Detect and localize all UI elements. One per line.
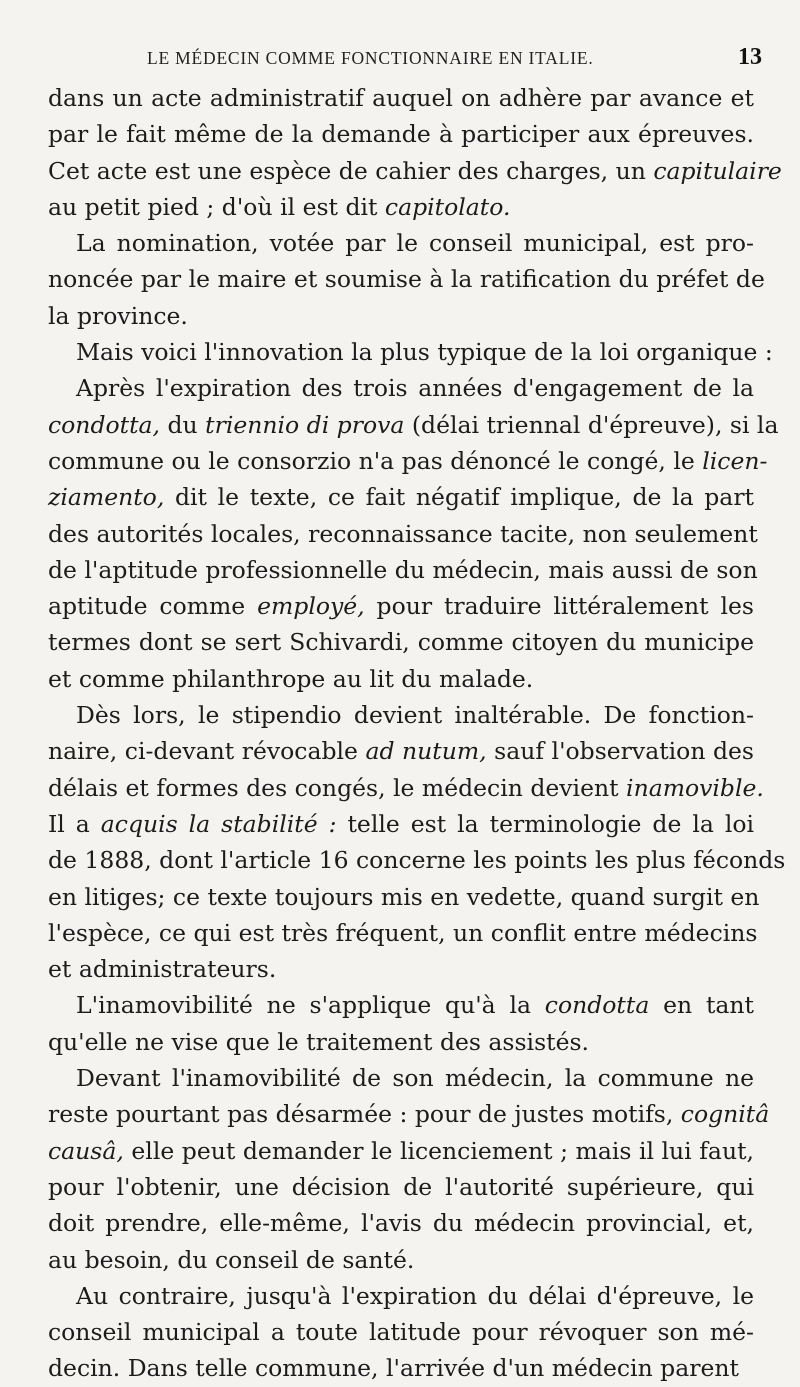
text-run: de 1888, dont l'article 16 concerne les points les plus féconds — [48, 846, 786, 875]
italic-text: ad nutum, — [365, 737, 487, 766]
text-run: et comme philanthrope au lit du malade. — [48, 664, 534, 693]
text-line — [48, 1133, 754, 1169]
italic-text: capitolato. — [384, 192, 511, 221]
text-line — [48, 1350, 754, 1386]
paragraph — [48, 987, 754, 1060]
page-header — [0, 44, 800, 76]
italic-text: inamovible. — [626, 773, 764, 802]
text-line — [48, 1169, 754, 1205]
text-run: qu'elle ne vise que le traitement des assistés. — [48, 1027, 590, 1056]
text-line — [48, 770, 764, 806]
text-run: de l'aptitude professionnelle du médecin, mais aussi de son — [48, 555, 758, 584]
paragraph — [48, 225, 765, 334]
text-line — [48, 842, 786, 878]
paragraph — [48, 1060, 770, 1278]
text-line — [48, 588, 754, 624]
text-line — [48, 987, 754, 1023]
italic-text: employé, — [257, 592, 365, 621]
text-line — [48, 806, 754, 842]
text-run: dans un acte administratif auquel on adhère par avance et — [48, 84, 754, 112]
text-line — [48, 516, 758, 552]
text-run: Dès lors, le stipendio devient inaltérable. De fonction- — [76, 701, 754, 730]
text-run: au besoin, du conseil de santé. — [48, 1245, 415, 1274]
italic-text: triennio di prova — [205, 410, 405, 439]
text-line — [48, 334, 773, 370]
text-run: Au contraire, jusqu'à l'expiration du délai d'épreuve, le — [76, 1281, 754, 1310]
text-run: naire, ci-devant révocable — [48, 737, 366, 766]
text-line — [48, 116, 754, 152]
text-run: commune ou le consorzio n'a pas dénoncé le congé, le — [48, 446, 703, 475]
text-run: aptitude comme — [48, 592, 258, 621]
text-line — [48, 370, 754, 406]
text-run: en tant — [649, 991, 754, 1020]
italic-text: licen- — [702, 446, 768, 475]
text-run: la province. — [48, 301, 188, 330]
text-run: Il a — [48, 809, 101, 838]
text-line — [48, 733, 754, 769]
text-line — [48, 1242, 754, 1278]
text-line — [48, 225, 754, 261]
text-run: pour l'obtenir, une décision de l'autorité supérieure, qui — [48, 1172, 754, 1201]
text-run: délais et formes des congés, le médecin devient — [48, 773, 627, 802]
paragraph — [48, 370, 779, 697]
text-run: (délai triennal d'épreuve), si la — [404, 410, 779, 439]
italic-text: causâ, — [48, 1136, 124, 1165]
italic-text: condotta — [544, 991, 650, 1020]
text-line — [48, 661, 754, 697]
text-run: des autorités locales, reconnaissance tacite, non seulement — [48, 519, 758, 548]
text-run: par le fait même de la demande à participer aux épreuves. — [48, 120, 754, 149]
running-title: LE MÉDECIN COMME FONCTIONNAIRE EN ITALIE. — [147, 48, 594, 68]
paragraph — [48, 334, 773, 370]
text-line — [48, 1205, 754, 1241]
text-line — [48, 879, 760, 915]
text-line — [48, 407, 779, 443]
text-line — [48, 552, 758, 588]
text-run: L'inamovibilité ne s'applique qu'à la — [76, 991, 545, 1020]
text-run: noncée par le maire et soumise à la ratification du préfet de — [48, 265, 765, 294]
text-line — [48, 1060, 754, 1096]
text-line — [48, 1278, 754, 1314]
text-run: pour traduire littéralement les — [364, 592, 754, 621]
text-line — [48, 261, 765, 297]
text-run: doit prendre, elle-même, l'avis du médecin provincial, et, — [48, 1209, 754, 1238]
text-run: l'espèce, ce qui est très fréquent, un conflit entre médecins — [48, 918, 758, 947]
text-run: La nomination, votée par le conseil municipal, est pro- — [76, 229, 754, 258]
text-line — [48, 951, 754, 987]
text-line — [48, 80, 754, 116]
text-line — [48, 189, 754, 225]
text-line — [48, 443, 768, 479]
body-text — [48, 80, 786, 1387]
text-run: et administrateurs. — [48, 955, 277, 984]
text-run: au petit pied ; d'où il est dit — [48, 192, 385, 221]
text-run: Mais voici l'innovation la plus typique de la loi organique : — [76, 338, 773, 367]
text-line — [48, 298, 754, 334]
text-run: elle peut demander le licenciement ; mais il lui faut, — [123, 1136, 754, 1165]
text-run: Après l'expiration des trois années d'engagement de la — [76, 374, 754, 403]
paragraph — [48, 1278, 754, 1387]
text-run: Devant l'inamovibilité de son médecin, la commune ne — [76, 1064, 754, 1093]
text-run: dit le texte, ce fait négatif implique, de la part — [164, 483, 754, 512]
text-line — [48, 479, 754, 515]
text-run: en litiges; ce texte toujours mis en vedette, quand surgit en — [48, 882, 760, 911]
text-line — [48, 624, 754, 660]
text-run: sauf l'observation des — [486, 737, 754, 766]
text-line — [48, 915, 758, 951]
text-run: decin. Dans telle commune, l'arrivée d'un médecin parent — [48, 1354, 739, 1383]
italic-text: condotta, — [48, 410, 161, 439]
text-line — [48, 1024, 754, 1060]
text-line — [48, 697, 754, 733]
page-number: 13 — [738, 44, 762, 70]
text-run: telle est la terminologie de la loi — [336, 809, 754, 838]
text-run: termes dont se sert Schivardi, comme citoyen du municipe — [48, 628, 754, 657]
text-run: conseil municipal a toute latitude pour révoquer son mé- — [48, 1318, 754, 1347]
italic-text: acquis la stabilité : — [100, 809, 337, 838]
italic-text: ziamento, — [48, 483, 165, 512]
paragraph — [48, 697, 786, 987]
italic-text: cognitâ — [680, 1100, 770, 1129]
text-line — [48, 1096, 770, 1132]
text-line — [48, 153, 782, 189]
text-run: du — [160, 410, 206, 439]
text-run: reste pourtant pas désarmée : pour de justes motifs, — [48, 1100, 681, 1129]
text-run: Cet acte est une espèce de cahier des charges, un — [48, 156, 654, 185]
italic-text: capitulaire — [653, 156, 782, 185]
paragraph — [48, 80, 782, 225]
text-line — [48, 1314, 754, 1350]
